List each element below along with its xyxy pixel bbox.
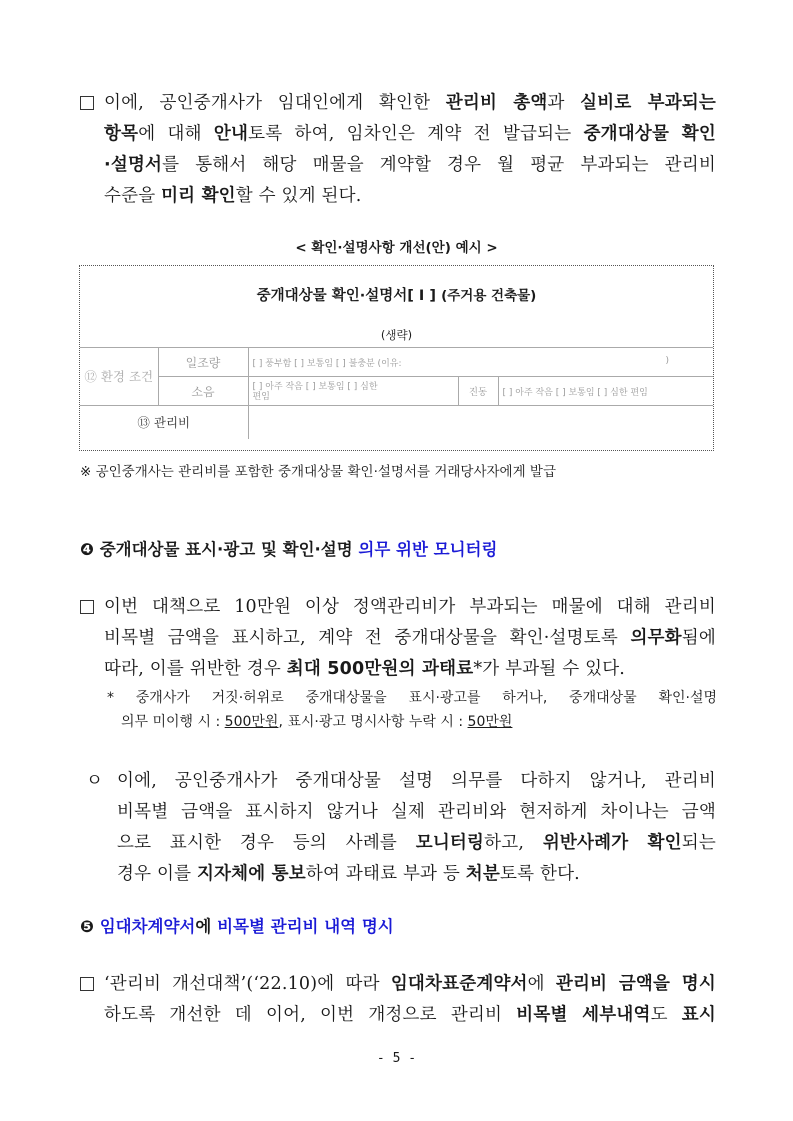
vibration-label: 진동	[458, 377, 498, 406]
paragraph-monitoring: 이에, 공인중개사가 중개대상물 설명 의무를 다하지 않거나, 관리비 비목별 금액을 표시하지 않거나 실제 관리비와 현저하게 차이나는 금액 으로 표시한 경우 등의 사례를 모니터링하고, 위반사례가 확인되는 경우 이를 지자체에 통보하여 과태료 부과 등 처분토록 한다.	[117, 771, 716, 884]
form-title: 중개대상물 확인·설명서[ I ] (주거용 건축물)	[256, 288, 537, 304]
paragraph-fee-disclosure: 이에, 공인중개사가 임대인에게 확인한 관리비 총액과 실비로 부과되는	[104, 93, 717, 113]
omitted-note: (생략)	[380, 328, 413, 342]
table-row	[80, 377, 713, 406]
table-row	[80, 348, 713, 377]
example-caption: < 확인·설명사항 개선(안) 예시 >	[295, 240, 498, 256]
page-number: - 5 -	[376, 1051, 417, 1066]
section-heading-5: ❺ 임대차계약서에 비목별 관리비 내역 명시	[80, 917, 394, 936]
number-4-icon: ❹	[80, 540, 94, 559]
issuance-note: ※ 공인중개사는 관리비를 포함한 중개대상물 확인·설명서를 거래당사자에게 발급	[80, 464, 556, 480]
management-fee-label: ⑬ 관리비	[80, 406, 248, 439]
noise-label: 소음	[158, 377, 248, 406]
management-fee-value	[248, 406, 713, 439]
section-heading-4: ❹ 중개대상물 표시·광고 및 확인·설명 의무 위반 모니터링	[80, 540, 498, 559]
form-table	[80, 347, 713, 439]
sunlight-options: [ ] 풍부함 [ ] 보통임 [ ] 불충분 (이유: )	[248, 348, 713, 377]
example-form-frame	[79, 265, 714, 451]
paragraph-penalty: 이번 대책으로 10만원 이상 정액관리비가 부과되는 매물에 대해 관리비	[104, 597, 716, 617]
bullet-circle-icon: ㅇ	[86, 771, 104, 791]
number-5-icon: ❺	[80, 917, 94, 936]
environment-label: ⑫ 환경 조건	[80, 348, 158, 406]
vibration-options: [ ] 아주 작음 [ ] 보통임 [ ] 심한 편임	[498, 377, 713, 406]
paragraph-lease-contract: ‘관리비 개선대책’(‘22.10)에 따라 임대차표준계약서에 관리비 금액을 명시	[104, 974, 716, 994]
checkbox-bullet-icon	[80, 96, 94, 110]
sunlight-label: 일조량	[158, 348, 248, 377]
checkbox-bullet-icon	[80, 977, 94, 991]
table-row	[80, 406, 713, 439]
penalty-footnote: * 중개사가 거짓·허위로 중개대상물을 표시·광고를 하거나, 중개대상물 확인·설명 의무 미이행 시 : 500만원, 표시·광고 명시사항 누락 시 : 50만원	[107, 690, 717, 730]
checkbox-bullet-icon	[80, 600, 94, 614]
noise-options: [ ] 아주 작음 [ ] 보통임 [ ] 심한 편임	[248, 377, 458, 406]
